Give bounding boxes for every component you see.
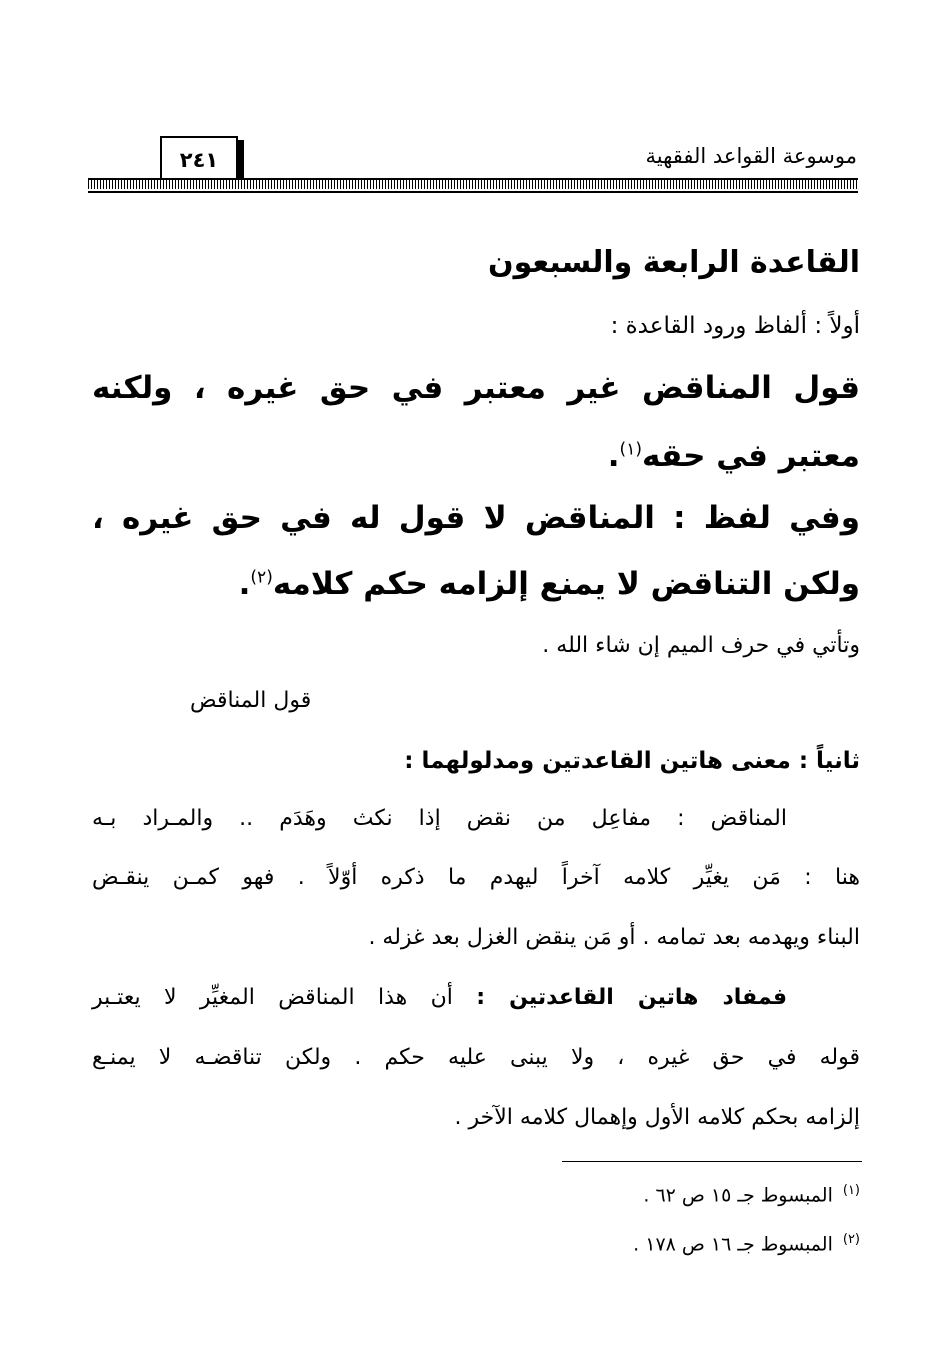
- paragraph1-line-3: البناء ويهدمه بعد تمامه . أو مَن ينقض الغزل بعد غزله .: [368, 925, 860, 950]
- footnote-1-number: (١): [842, 1183, 860, 1198]
- paragraph2-line-1-rest: أن هذا المناقض المغيِّر لا يعتـبر: [92, 985, 477, 1010]
- statement-line-2-text: معتبر في حقه: [642, 438, 860, 474]
- statement-line-4-end: .: [238, 566, 251, 602]
- footnote-ref-2: (٢): [250, 567, 273, 588]
- footnote-separator: [562, 1161, 862, 1162]
- statement-line-3: وفي لفظ : المناقض لا قول له في حق غيره ،: [92, 500, 860, 536]
- section1-heading: أولاً : ألفاظ ورود القاعدة :: [610, 313, 860, 339]
- page-number-box: [160, 136, 238, 184]
- paragraph2-line-3: إلزامه بحكم كلامه الأول وإهمال كلامه الآخر .: [454, 1105, 860, 1130]
- inset-label: قول المناقض: [190, 688, 312, 713]
- header-rule: [88, 191, 858, 193]
- statement-line-2-end: .: [607, 438, 620, 474]
- section2-heading: ثانياً : معنى هاتين القاعدتين ومدلولهما :: [404, 748, 860, 774]
- paragraph2-lead: فمفاد هاتين القاعدتين :: [476, 985, 788, 1010]
- book-title: موسوعة القواعد الفقهية: [645, 144, 857, 168]
- statement-line-4: [239, 566, 860, 602]
- footnote-2-text: المبسوط جـ ١٦ ص ١٧٨ .: [633, 1233, 833, 1256]
- page-number: ٢٤١: [179, 148, 219, 172]
- paragraph2-line-2: قوله في حق غيره ، ولا يبنى عليه حكم . ولكن تناقضـه لا يمنـع: [92, 1045, 860, 1070]
- header-hatched-rule: [88, 178, 858, 189]
- note-line: وتأتي في حرف الميم إن شاء الله .: [542, 633, 860, 658]
- footnote-2-number: (٢): [842, 1232, 860, 1247]
- footnote-ref-1: (١): [619, 439, 643, 460]
- statement-line-1: قول المناقض غير معتبر في حق غيره ، ولكنه: [92, 370, 860, 406]
- rule-title: القاعدة الرابعة والسبعون: [487, 245, 860, 280]
- footnote-1: [643, 1183, 860, 1206]
- footnote-2: [633, 1232, 860, 1255]
- paragraph2-line-1: [92, 985, 787, 1010]
- paragraph1-line-1: المناقض : مفاعِل من نقض إذا نكث وهَدَم .. والمـراد بـه: [92, 806, 787, 831]
- statement-line-4-text: ولكن التناقض لا يمنع إلزامه حكم كلامه: [272, 566, 860, 602]
- paragraph1-line-2: هنا : مَن يغيِّر كلامه آخراً ليهدم ما ذكره أوّلاً . فهو كمـن ينقـض: [92, 865, 860, 890]
- statement-line-2: [608, 438, 860, 474]
- footnote-1-text: المبسوط جـ ١٥ ص ٦٢ .: [643, 1184, 833, 1207]
